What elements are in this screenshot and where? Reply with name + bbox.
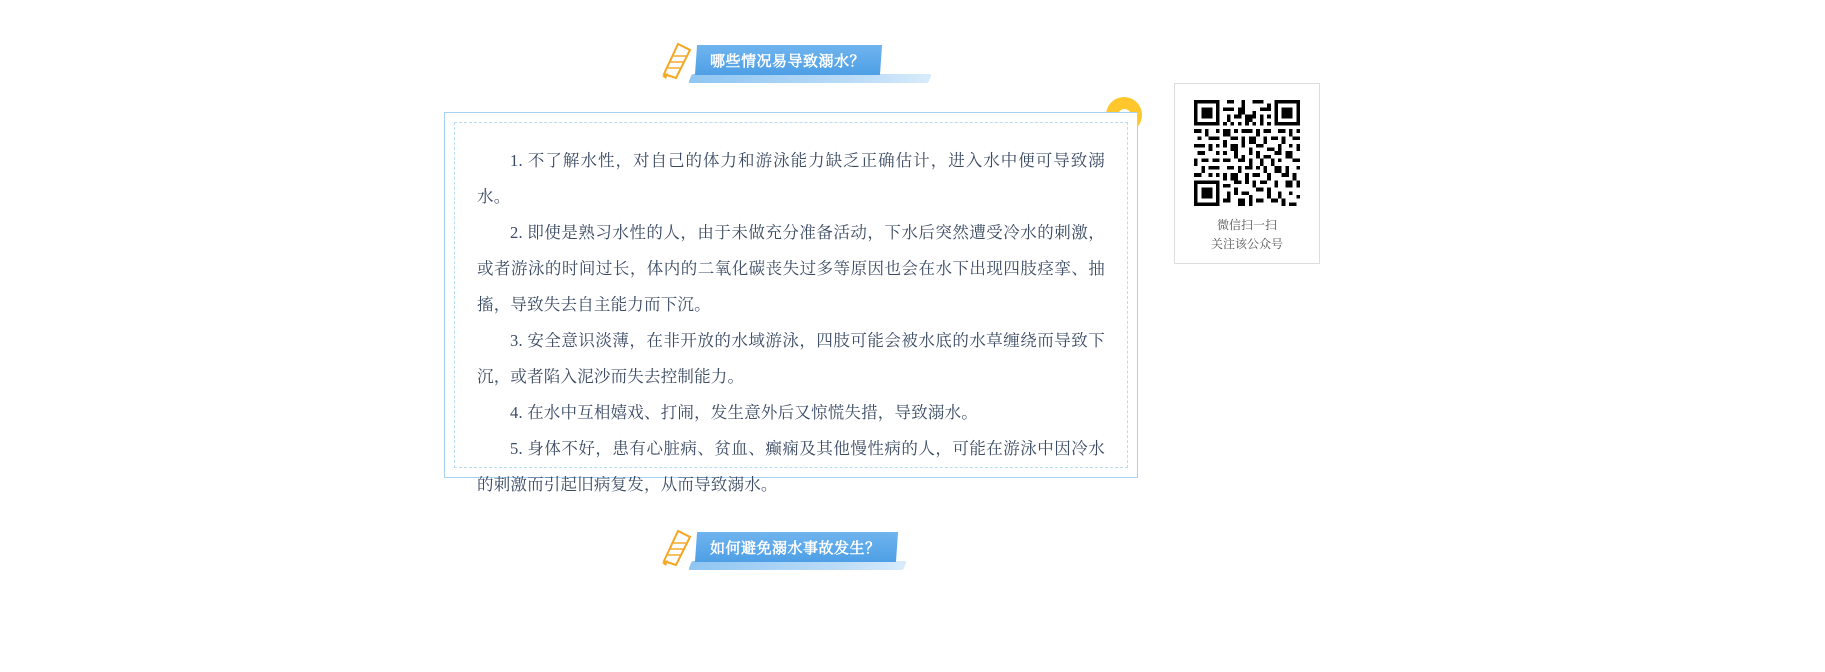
- qr-caption-line1: 微信扫一扫: [1216, 218, 1277, 232]
- heading-banner-tail: [688, 74, 932, 83]
- section-heading-2: [660, 525, 897, 569]
- qr-caption: [1211, 216, 1283, 254]
- qr-caption-line2: 关注该公众号: [1210, 237, 1283, 251]
- content-card: [444, 112, 1138, 494]
- section-heading-1: [660, 38, 881, 82]
- paragraph: 4. 在水中互相嬉戏、打闹，发生意外后又惊慌失措，导致溺水。: [510, 403, 978, 422]
- brush-pen-icon: [660, 40, 694, 80]
- qr-code: [1194, 100, 1300, 206]
- paragraph: 1. 不了解水性，对自己的体力和游泳能力缺乏正确估计，进入水中便可导致溺水。: [477, 151, 1105, 206]
- heading-banner-tail: [688, 561, 907, 570]
- brush-pen-icon: [660, 527, 694, 567]
- heading-banner-2: [695, 532, 898, 562]
- paragraph: 3. 安全意识淡薄，在非开放的水域游泳，四肢可能会被水底的水草缠绕而导致下沉，或者陷入泥沙而失去控制能力。: [477, 331, 1105, 386]
- content-inner: [454, 122, 1128, 494]
- section-title-2: 如何避免溺水事故发生？: [710, 539, 881, 557]
- paragraph: 2. 即使是熟习水性的人，由于未做充分准备活动，下水后突然遭受冷水的刺激，或者游泳的时间过长，体内的二氧化碳丧失过多等原因也会在水下出现四肢痉挛、抽搐，导致失去自主能力而下沉。: [477, 223, 1105, 314]
- section-title-1: 哪些情况易导致溺水？: [710, 52, 866, 70]
- heading-banner-1: [695, 45, 882, 75]
- paragraph: 5. 身体不好，患有心脏病、贫血、癫痫及其他慢性病的人，可能在游泳中因冷水的刺激而引起旧病复发，从而导致溺水。: [477, 439, 1105, 494]
- wechat-qr-card: [1174, 83, 1320, 264]
